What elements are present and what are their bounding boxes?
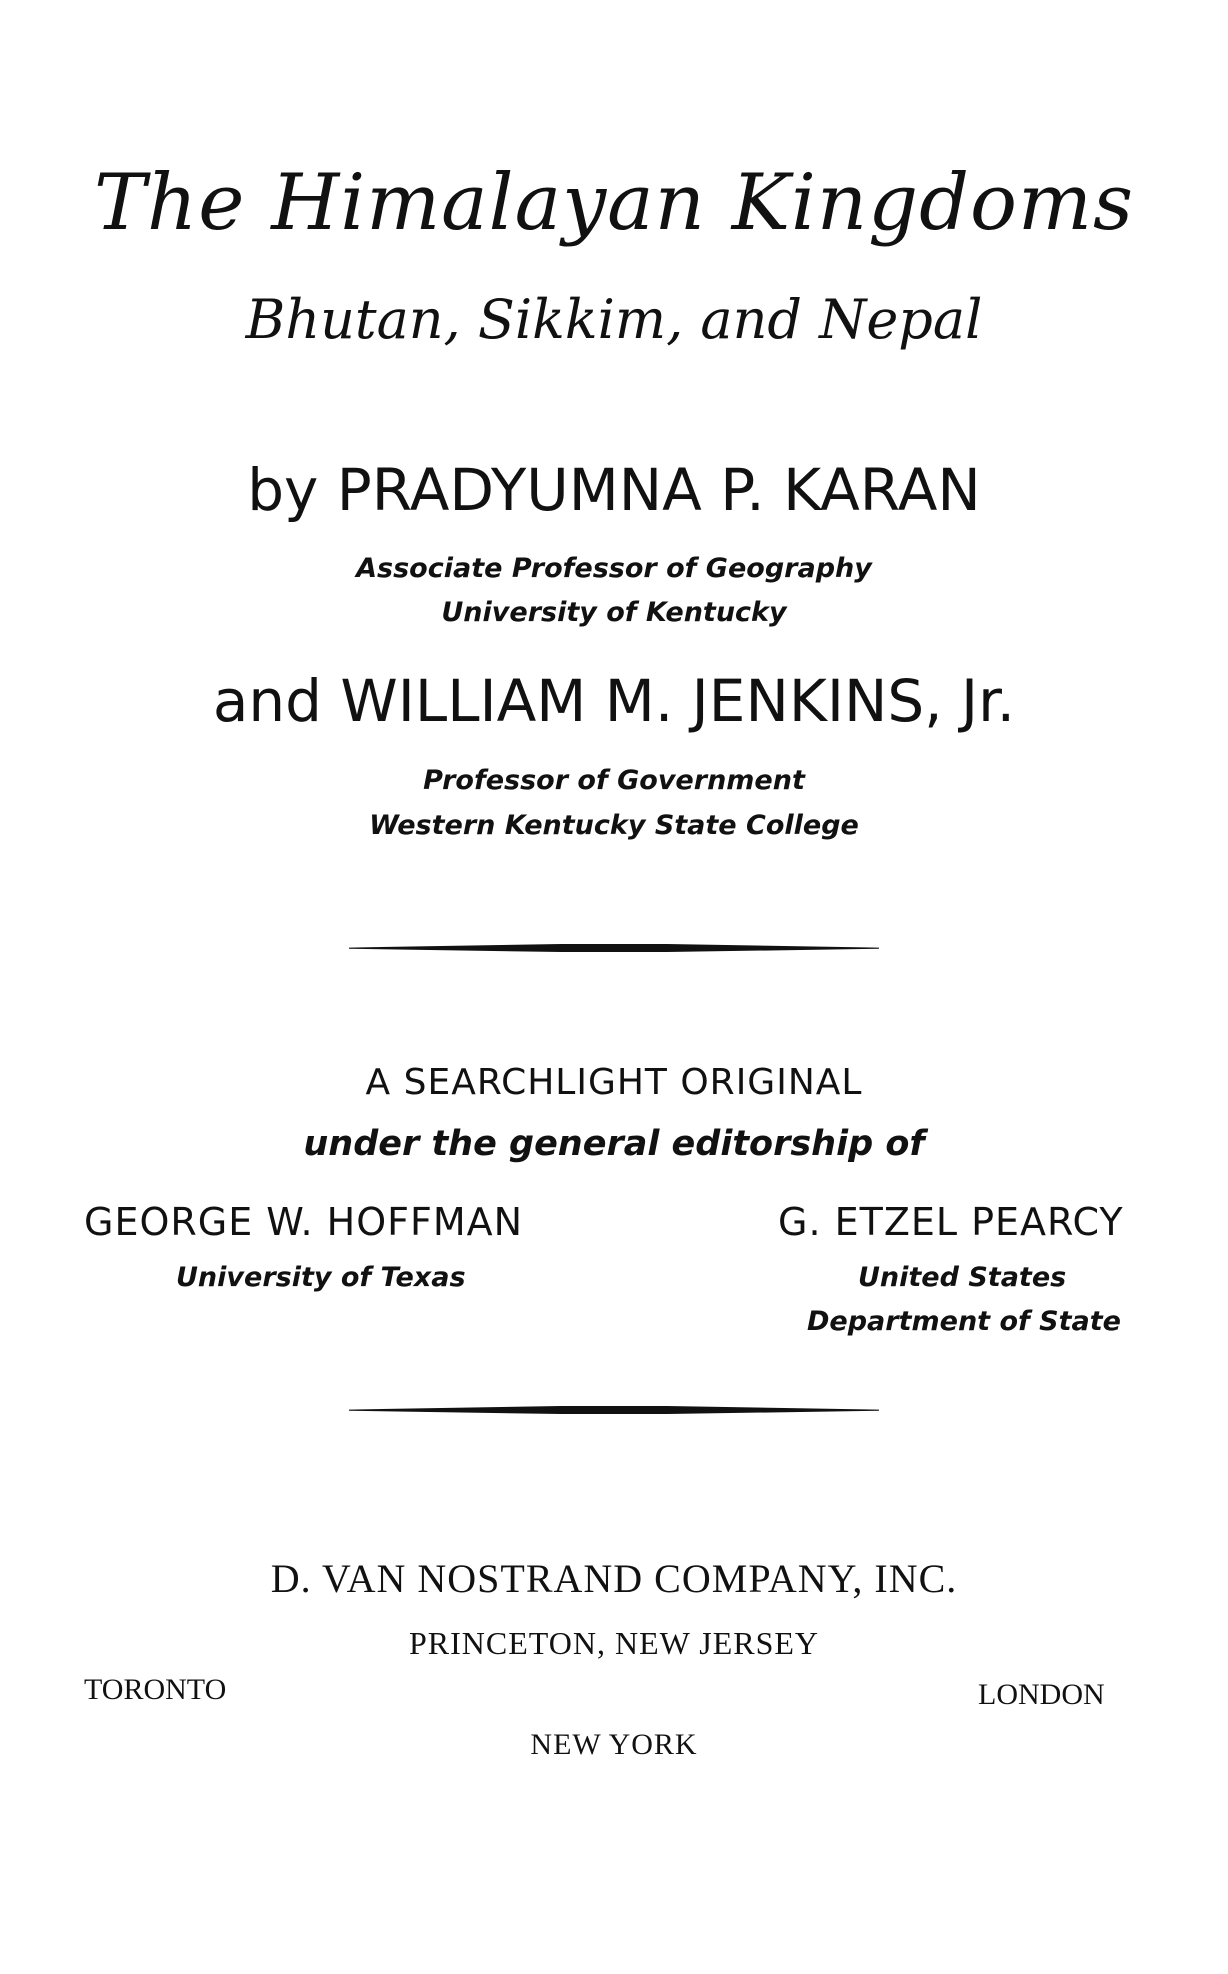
- book-title: The Himalayan Kingdoms: [94, 158, 1134, 248]
- series-name: A SEARCHLIGHT ORIGINAL: [365, 1062, 863, 1103]
- decorative-rule-bottom: [349, 1406, 879, 1414]
- editor-name-1: GEORGE W. HOFFMAN: [84, 1200, 524, 1244]
- author-position-2: Professor of Government: [423, 765, 805, 796]
- decorative-rule-top: [349, 944, 879, 952]
- editor-affiliation-1: University of Texas: [176, 1262, 466, 1293]
- author-position-1: Associate Professor of Geography: [356, 553, 872, 584]
- author-affiliation-2: Western Kentucky State College: [369, 810, 859, 841]
- publisher-location-right: LONDON: [978, 1678, 1105, 1711]
- author-affiliation-1: University of Kentucky: [441, 597, 787, 628]
- publisher-location-main: PRINCETON, NEW JERSEY: [408, 1625, 820, 1661]
- series-editorship-line: under the general editorship of: [303, 1124, 925, 1164]
- publisher-location-left: TORONTO: [84, 1673, 227, 1706]
- editor-name-2: G. ETZEL PEARCY: [778, 1200, 1124, 1244]
- author-byline-2: and WILLIAM M. JENKINS, Jr.: [212, 667, 1016, 735]
- author-byline-1: by PRADYUMNA P. KARAN: [247, 456, 981, 524]
- editor-affiliation-2-line-1: United States: [858, 1262, 1067, 1293]
- publisher-name: D. VAN NOSTRAND COMPANY, INC.: [270, 1556, 958, 1601]
- publisher-location-bottom: NEW YORK: [530, 1728, 698, 1761]
- book-subtitle: Bhutan, Sikkim, and Nepal: [245, 288, 983, 351]
- editor-affiliation-2-line-2: Department of State: [807, 1306, 1121, 1337]
